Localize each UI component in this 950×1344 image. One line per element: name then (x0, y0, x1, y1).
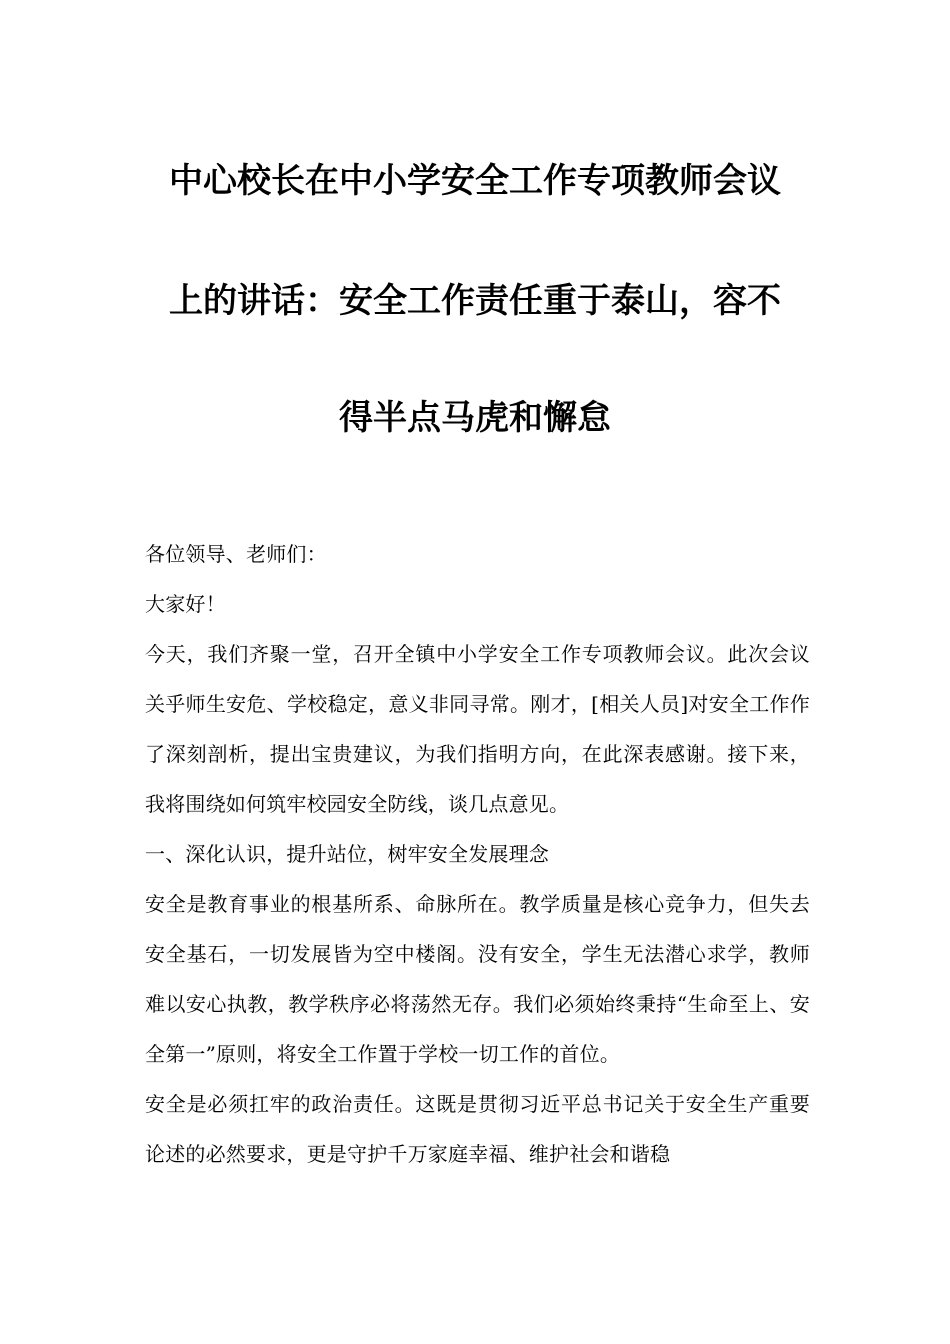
paragraph-political-responsibility: 安全是必须扛牢的政治责任。这既是贯彻习近平总书记关于安全生产重要论述的必然要求，更是守护千万家庭幸福、维护社会和谐稳 (145, 1092, 810, 1166)
greeting: 大家好！ (145, 592, 226, 616)
document-title-line-1: 中心校长在中小学安全工作专项教师会议 (169, 161, 781, 201)
section-heading-1: 一、深化认识，提升站位，树牢安全发展理念 (145, 842, 549, 866)
paragraph-opening: 今天，我们齐聚一堂，召开全镇中小学安全工作专项教师会议。此次会议关乎师生安危、学校稳定，意义非同寻常。刚才，[相关人员]对安全工作作了深刻剖析，提出宝贵建议，为我们指明方向，在此深表感谢。接下来，我将围绕如何筑牢校园安全防线，谈几点意见。 (145, 642, 810, 816)
document-title-line-2: 上的讲话：安全工作责任重于泰山，容不 (169, 281, 781, 321)
document-title-line-3: 得半点马虎和懈怠 (339, 398, 611, 438)
salutation: 各位领导、老师们： (145, 542, 327, 566)
paragraph-safety-foundation: 安全是教育事业的根基所系、命脉所在。教学质量是核心竞争力，但失去安全基石，一切发展皆为空中楼阁。没有安全，学生无法潜心求学，教师难以安心执教，教学秩序必将荡然无存。我们必须始终秉持“生命至上、安全第一”原则，将安全工作置于学校一切工作的首位。 (145, 892, 810, 1066)
document-body (145, 529, 810, 1179)
